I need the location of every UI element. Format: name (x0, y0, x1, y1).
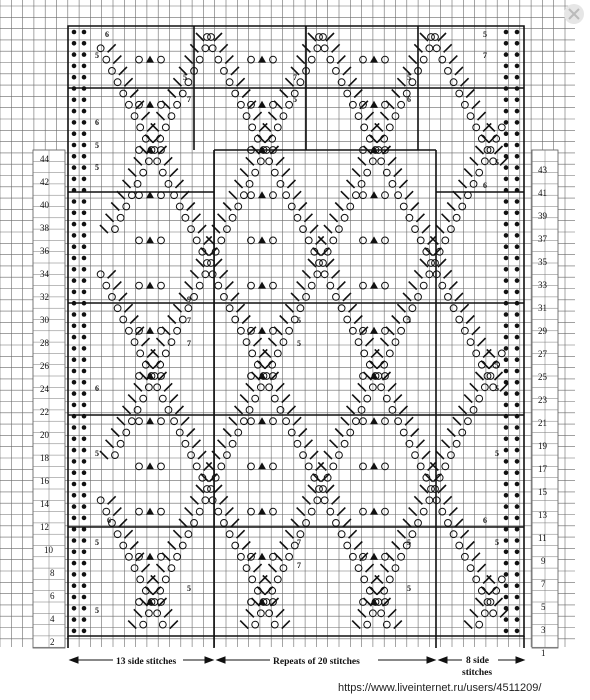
row-number: 3 (541, 625, 546, 635)
row-number: 9 (541, 556, 546, 566)
row-number: 14 (40, 499, 49, 509)
stitch-count: 5 (95, 141, 99, 150)
row-number: 16 (40, 476, 49, 486)
close-icon[interactable] (560, 2, 588, 26)
row-number: 29 (538, 326, 547, 336)
row-number: 13 (538, 510, 547, 520)
stitch-count: 5 (407, 73, 411, 82)
row-number: 4 (50, 614, 55, 624)
row-number: 28 (40, 338, 49, 348)
stitch-count: 6 (483, 516, 487, 525)
stitch-count: 5 (183, 73, 187, 82)
stitch-count: 5 (407, 584, 411, 593)
repeat-label: Repeats of 20 stitches (273, 657, 360, 667)
stitch-count: 5 (95, 51, 99, 60)
row-number: 43 (538, 165, 547, 175)
stitch-count: 9 (187, 295, 191, 304)
row-number: 17 (538, 464, 547, 474)
stitch-count: 5 (495, 158, 499, 167)
stitch-count: 5 (95, 538, 99, 547)
stitch-count: 7 (187, 339, 191, 348)
watermark-url: https://www.liveinternet.ru/users/4511209/ (338, 682, 542, 694)
row-number: 20 (40, 430, 49, 440)
stitch-count: 5 (95, 449, 99, 458)
row-number: 30 (40, 315, 49, 325)
row-number: 40 (40, 200, 49, 210)
stitch-count: 5 (407, 316, 411, 325)
stitch-count: 5 (297, 316, 301, 325)
stitch-count: 7 (297, 561, 301, 570)
row-number: 8 (50, 568, 55, 578)
stitch-count: 5 (293, 95, 297, 104)
stitch-count: 5 (495, 384, 499, 393)
row-number: 6 (50, 591, 55, 601)
row-number: 7 (541, 579, 546, 589)
row-number: 27 (538, 349, 547, 359)
stitch-count: 5 (495, 449, 499, 458)
row-number: 31 (538, 303, 547, 313)
row-number: 21 (538, 418, 547, 428)
row-number: 22 (40, 407, 49, 417)
stitch-count: 7 (187, 95, 191, 104)
row-number: 36 (40, 246, 49, 256)
stitch-count: 5 (483, 30, 487, 39)
stitch-count: 7 (187, 316, 191, 325)
row-number: 37 (538, 234, 547, 244)
stitch-count: 5 (95, 163, 99, 172)
stitch-count: 6 (105, 30, 109, 39)
stitch-count: 7 (483, 51, 487, 60)
stitch-count: 6 (407, 95, 411, 104)
row-number: 24 (40, 384, 49, 394)
stitch-count: 5 (95, 606, 99, 615)
row-number: 42 (40, 177, 49, 187)
row-number: 25 (538, 372, 547, 382)
row-number: 35 (538, 257, 547, 267)
row-number: 12 (40, 522, 49, 532)
stitch-count: 6 (483, 181, 487, 190)
stitch-count: 7 (293, 73, 297, 82)
stitch-count: 7 (297, 538, 301, 547)
stitch-count: 5 (495, 361, 499, 370)
row-number: 32 (40, 292, 49, 302)
side-stitches-left-label: 13 side stitches (116, 657, 177, 667)
stitch-count: 6 (95, 384, 99, 393)
row-number: 1 (541, 648, 546, 658)
stitch-count: 6 (107, 516, 111, 525)
row-number: 41 (538, 188, 547, 198)
row-number: 34 (40, 269, 49, 279)
stitch-count: 5 (495, 538, 499, 547)
row-number: 15 (538, 487, 547, 497)
row-number: 19 (538, 441, 547, 451)
side-stitches-right-label-1: 8 side (466, 656, 489, 666)
stitch-count: 5 (187, 584, 191, 593)
stitch-count: 5 (407, 538, 411, 547)
stitch-count: 6 (95, 118, 99, 127)
row-number: 11 (538, 533, 547, 543)
stitch-count: 5 (297, 339, 301, 348)
row-number: 44 (40, 154, 49, 164)
side-stitches-right-label-2: stitches (462, 668, 493, 678)
row-number: 33 (538, 280, 547, 290)
row-number: 5 (541, 602, 546, 612)
row-number: 26 (40, 361, 49, 371)
row-number: 38 (40, 223, 49, 233)
row-number: 23 (538, 395, 547, 405)
row-number: 39 (538, 211, 547, 221)
row-number: 10 (44, 545, 53, 555)
row-number: 2 (50, 637, 55, 647)
row-number: 18 (40, 453, 49, 463)
